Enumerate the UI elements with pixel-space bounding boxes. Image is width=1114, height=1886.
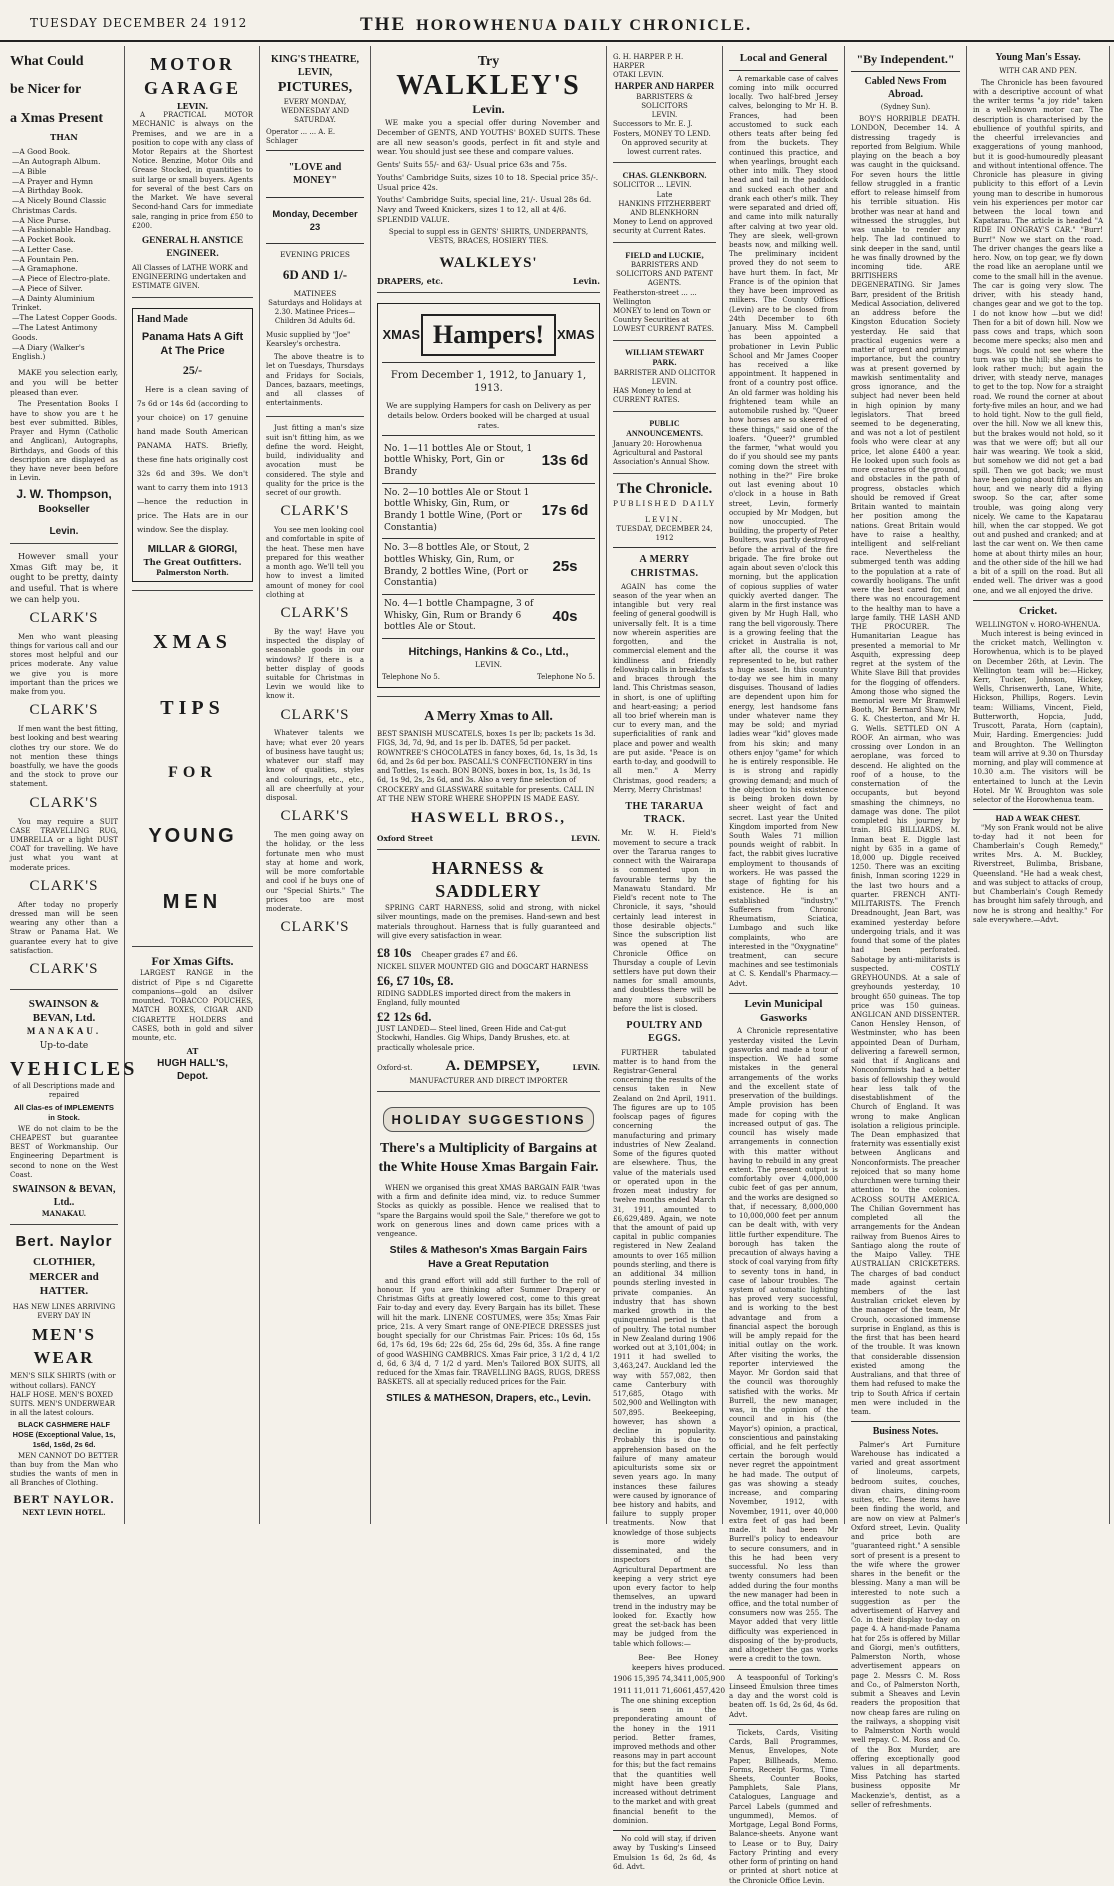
haswell-ad (377, 701, 600, 850)
thompson-ad (10, 50, 118, 544)
hamper-rows (382, 440, 595, 640)
hamper-row-price: 25s (552, 557, 578, 575)
naylor-mens: MEN'S WEAR (32, 1325, 96, 1367)
harper-h: G. H. HARPER P. H. HARPER (613, 53, 684, 71)
kings-matinees: MATINEES (293, 289, 337, 299)
panama-town: Palmerston North. (156, 567, 229, 577)
harper-ad (613, 50, 716, 163)
swainson-uptodate: Up-to-date (39, 1040, 89, 1051)
kings-show: "LOVE and MONEY" (288, 162, 342, 187)
dempsey-street: Oxford-st. (377, 1063, 413, 1072)
thompson-item: —A Good Book. (12, 147, 71, 157)
hampers-from: From December 1, 1912, to January 1, 1913. (390, 369, 587, 395)
panama-price: 25/- (182, 362, 203, 377)
swainson-desc: of all Descriptions made and repaired (13, 1082, 115, 1100)
merry-head: A MERRY CHRISTMAS. (630, 554, 699, 579)
clarks-name: CLARK'S (280, 503, 350, 520)
walkley-levin: Levin. (572, 276, 600, 287)
swainson-town: MANAKAU. (26, 1025, 102, 1036)
naylor-addr: NEXT LEVIN HOTEL. (22, 1507, 106, 1517)
garage-title: MOTOR GARAGE (143, 54, 241, 98)
tips-ad (132, 595, 253, 947)
kings-music: Music supplied by "Joe" Kearsley's orchestra. (266, 330, 351, 348)
glenkborn-ad (613, 167, 716, 243)
hampers-title: Hampers! (421, 314, 556, 356)
business-notes-text: Palmer's Art Furniture Warehouse has indicated a varied and great assortment of linoleums, carpets, bedroom suites, couches, divan chairs, dining-room suites, etc. These items have been finding the world, and are now on view at Palmer's Oxford street, Levin. Quality and price both are "guaranteed right." A sensible sort of present is a present to the wife where the grower shares in the benefit or the blessing. Many a man will be interested to note such a suggestion as per the advertisement of Harvey and Co. in their display to-day on page 4. A hand-made Panama hat for 25s is offered by Millar and Giorgi, men's outfitters, Palmerston North, whose advertisement appears on page 2. Messrs C. M. Ross and Co., of Palmerston North, submit a Sheaves and Levin readers the proposition that now cheap fares are ruling on the railways, a shopping visit to Palmerston North would well repay. C. M. Ross and Co. of the Box Murder, are offering exceptionally good values in all departments. Miss Patching has started business opposite Mr Mackenzie's, dentist, as a seller of refreshments. (851, 1440, 960, 1809)
thompson-item: —A Fountain Pen. (12, 254, 79, 264)
stiles-head: There's a Multiplicity of Bargains at the White House Xmas Bargain Fair. (378, 1141, 599, 1175)
poultry-text: FURTHER tabulated matter is to hand from the Registrar-General concerning the results of the census taken in New Zealand on 2nd April, 1911. The figures are up to 105 foolscap pages of figures concerning the manufacturing and primary industries of New Zealand. Some of the figures quoted are elsewhere. Thus, the value of the materials used or operated upon in the frozen meat industry for twelve months ended March 31, 1911, amounted to £6,629,489. Again, we note that the amount of paid up capital in public companies registered in New Zealand amounts to over 165 million pounds sterling, and there is an additional 34 million pounds sterling invested in private companies. An industry that has shown marked growth in the quinquennial period is that of poultry. The total number in New Zealand during 1906 worked out at 3,101,004; in 1911 it had swelled to 3,463,247. Auckland led the way with 557,082, then came Canterbury with 517,685, Otago with 502,900 and Wellington with 507,895. Beekeeping, however, has shown a decline in popularity. Probably this is due to apprehension based on the failure of many amateur apiculturists some six or seven years ago. In many instances these failures were caused by ignorance of bee history and habits, and failure to supply proper treatments. Now that knowledge of those subjects is more widely disseminated, and the inspectors of the Agricultural Department are keeping a very strict eye upon every factor to help themselves, an upward trend in the industry may be looked for. Exactly how great the set-back has been may be judged from the table which follows:— (613, 1048, 716, 1648)
gifts-depot: Depot. (176, 1070, 209, 1082)
weak-chest-head: HAD A WEAK CHEST. (995, 814, 1081, 824)
dempsey-riding: RIDING SADDLES imported direct from the makers in England, fully mounted (377, 989, 571, 1007)
independent-text: BOY'S HORRIBLE DEATH. LONDON, December 14. A distressing tragedy is reported from Belgium. While playing on the beach a boy was caught in the quicksand. For seven hours the little fellow struggled in a frantic effort to release himself from his terrible situation. His brother was near at hand and witnessed the struggles, but was unable to render any help. The lad continued to sink deeper in the sand, until he was finally drowned by the incoming tide. ARE BRITISHERS DEGENERATING. Sir James Barr, president of the British Medical Association, delivered an address before the Kingston Education Society yesterday. He said that practical eugenics were a matter of urgent and primary importance, but the country was at present governed by mawkish sentimentality and gross ignorance, and the subject had never been held in high opinion by many legislators. That breed seemed to be degenerating, and was not a lot of pestilent fools who were clear at any price, let alone £400 a year. He looked upon such fools as more creatures of the ground, and obstacles in the path of progress, obstacles which should be removed if Great Britain wanted to maintain her position among the nations. Great Britain would have to raise a healthy, intelligent and self-reliant race. Nevertheless the submerged tenth was adding to the population at a rate of cowardly hooligans. The unfit were the best cared for, and there was no encouragement to the healthy man to have a large family. THE LASH AND THE PROCURER. The Humanitarian League has presented a memorial to Mr Asquith, expressing deep regret at the system of the White Slave Bill that provides for the flogging of offenders. Among those who signed the memorial were Mr Bramwell Booth, Mr Bernard Shaw, Mr G. K. Chesterton, and Mr H. G. Wells. SETTLED ON A ROOF. An airman, who was crossing over London in an aeroplane, was forced to descend. He alighted on the roof of a house, to the consternation of the occupants, but beyond smashing the chimneys, no damage was done. The pilot completed his journey by train. BIG BILLIARDS. M. Inman beat E. Diggle last night by 635 in a game of 18,000 up. Diggle received 1250. There was an exciting finish, Inman scoring 1229 in the last two hours and a quarter. FRENCH ANTI-MILITARISTS. The French Dreadnought, Jean Bart, was examined yesterday before undergoing trials, and it was found that some of the plates had been perforated. Sabotage by anti-militarists is suspected. COSTLY GREYHOUNDS. At a sale of greyhounds yesterday, 10 brought 650 guineas. The top price was 150 guineas. ANGLICAN AND DISSENTER. Canon Hensley Henson, of Westminster, who has been appointed Dean of Durham, delivering a farewell sermon, said that if Anglicans and Nonconformists had a better basis of fellowship they would hear less talk of the disestablishment of the Church of England. It was wrong to make Anglican isolation a religious principle. The Dean emphasized that fraternity was essentially exist between Anglicans and Nonconformists. The preacher rejoiced that so many home churchmen were turning their attention to the colonies. ACROSS SOUTH AMERICA. The Chilian Government has completed all the arrangements for the Andean railway from Buenos Aires to Santiago along the route of the Maipo Valley. THE AUSTRALIAN CRICKETERS. The charges of bad conduct made against certain members of the last Australian cricket eleven by the manager of the team, Mr Crouch, occasioned immense surprise in England, as this is the first that has been heard of the trouble. It was known that considerable dissension existed among the Australians, and that three of them had refused to make the trip to South Africa if certain men were included in the team. (851, 115, 960, 1417)
hamper-row-text: No. 1—11 bottles Ale or Stout, 1 bottle Whisky, Port, Gin or Brandy (384, 443, 533, 477)
holiday-suggestions-banner: HOLIDAY SUGGESTIONS (383, 1107, 594, 1132)
thompson-make: MAKE you selection early, and you will be better pleased than ever. (10, 368, 118, 397)
stiles-sub: Stiles & Matheson's Xmas Bargain Fairs Have a Great Reputation (389, 1245, 588, 1271)
stiles-ad (377, 1096, 600, 1410)
panama-outfit: The Great Outfitters. (143, 556, 242, 567)
kings-note: The above theatre is to let on Tuesdays, Thursdays and Fridays for Socials, Dances, bazaars, meetings, and all classes of entertainments. (266, 353, 364, 408)
gifts-ad (132, 951, 253, 1089)
poultry-head: POULTRY AND EGGS. (626, 1020, 703, 1045)
poultry-table-row (613, 1673, 725, 1685)
hamper-row (382, 440, 595, 484)
dempsey-price-1: £8 10s (377, 945, 412, 961)
walkley-ad (377, 50, 600, 293)
field-luckie-ad (613, 247, 716, 341)
field-trade: BARRISTERS AND SOLICITORS AND PATENT AGENTS. (615, 260, 714, 288)
tararua-text: Mr. W. H. Field's movement to secure a track over the Tararua ranges to connect with the Wairarapa is commented upon in favourable terms by the Manawatu Standard. Mr Field's recent note to The Chronicle, it says, "should certainly lead interest in those desirable objects." Since the subscription list was opened at The Chronicle Office on Thursday a couple of Levin settlers have put down their names for small amounts, and doubtless there will be many more subscribers before the list is closed. (613, 829, 716, 1013)
torking-advt: A teaspoonful of Torking's Linseed Emulsion three times a day and the worst cold is beaten off. 1s 6d, 2s 6d, 4s 6d. Advt. (729, 1673, 838, 1719)
thompson-trade: Bookseller (38, 504, 90, 516)
masthead-title (360, 14, 752, 36)
chron-title: The Chronicle. (616, 480, 713, 497)
harper-loc: OTAKI LEVIN. (613, 71, 664, 80)
tararua-head: THE TARARUA TRACK. (625, 801, 704, 826)
harper-name: HARPER AND HARPER (614, 80, 715, 91)
tips-xmas: XMAS (153, 630, 232, 653)
hampers-xmas-right: XMAS (556, 327, 595, 343)
field-name: FIELD and LUCKIE, (625, 250, 704, 260)
stiles-text: WHEN we organised this great XMAS BARGAIN FAIR 'twas with a firm and definite idea mind, viz. to reduce Summer Stocks as quickly as possible. Hence we realised that to "spare the Bargains would spoil the Sale," therefore we got to work on generous lines and down came prices with a vengeance. (377, 1183, 600, 1239)
poultry-table-cell: 1,457,420 (687, 1686, 726, 1696)
poultry-table-row (613, 1685, 725, 1697)
clarks-text-c: By the way! Have you inspected the display of seasonable goods in our windows? If there is a better display of goods suitable for Christmas in Levin we would like to know it. (266, 627, 364, 701)
thompson-town: Levin. (49, 525, 79, 537)
clarks-text-4: After today no properly dressed man will be seen wearing any other than a Straw or Panama Hat. We guarantee every hat to give satisfaction. (10, 900, 118, 955)
naylor-name: Bert. Naylor (15, 1232, 113, 1250)
poultry-table-cell: 1911 (613, 1686, 632, 1696)
poultry-table-cell: 74,341 (661, 1674, 688, 1684)
panama-text: Here is a clean saving of 7s 6d or 14s 6d (according to your choice) on 17 genuine hand made South American PANAMA HATS. Briefly, these fine hats originally cost 32s 6d and 39s. We don't want to carry them into 1913—hence the reduction in price. The Hats are in our window. See the display. (137, 384, 248, 535)
clarks-name: CLARK'S (29, 702, 99, 719)
hampers-town: LEVIN. (475, 659, 502, 669)
garage-text: A PRACTICAL MOTOR MECHANIC is always on the Premises, and we are in a position to cope with any class of Motor Repairs at the Shortest Notice. Benzine, Motor Oils and Grease Stocked, in quantities to suit large or small buyers. Agents for several of the best Cars on the Market. We have several Second-hand Cars for immediate sale, ranging in price from £50 to £200. (132, 111, 253, 230)
dempsey-nickel: NICKEL SILVER MOUNTED GIG and DOGCART HARNESS (377, 963, 589, 972)
local-general-text: A remarkable case of calves coming into milk occurred locally. Two half-bred Jersey calves, belonging to Mr H. B. Frances, had been accustomed to suck each others teats after being fed from the buckets. They continued this practice, and when yearlings, brought each other into milk. They stood head and tail in the paddock and sucked each other and drank each other's milk. They were separated and dried off, and came into milk naturally after calving at two year old. They are sleek, well-grown beasts now, and milking well. The preliminary incident proved they do not seem to have hurt them. In fact, Mr France is of the opinion that they have been improved as milkers. The County Offices (Levin) are to be closed from 24th December to 6th January. Miss M. Campbell has been appointed a probationer in Levin Public School and Mr James Cooper has received a like appointment. It happened in front of a country post office. An old farmer was holding his frightened team while an automobile rushed by. "Queer how horses are so skeered of these things," said one of the loafers. "Queer?" grumbled the farmer, "what would you do if you should see my pants coming down the street with nothing in the?" Fire broke out last evening about 10 o'clock in a house in Bath street, Levin, formerly occupied by Mr Modgen, but now unoccupied. The building, the property of Peter Boulters, was partly destroyed before the arrival of the fire brigade. The fire broke out again about seven o'clock this morning, but the application of copious supplies of water quickly averted danger. The alarm in the first instance was given by Mr Hugh Hall, who rang the bell vigorously. There is a growing feeling that the cricket in Australia is not, after all, the course it was represented to be, but rather a huge asset. In this country to-day we see him in many disguises. Thousand of ladies are dependent upon him for energy, lest handsome fans under whatever name they may be sold; and myriad ladies wear "kid" gloves made from his skin; and many others enjoy "game" for which he is entirely responsible. He is is strong and rapidly growing demand; and much of the objection to his existence is being broken down by sheer weight of fact and secret. Last year the United Kingdom imported from New South Wales 71 million pounds weight of rabbit. In fact, the rabbit gives lucrative employment to thousands of workers. He was passed the stage of fighting for his existence. He is an established "industry." Sufferers from Chronic Rheumatism, Sciatica, Lumbago and such like complaints, who are interested in the "Oxygnatine" treatment, can secure machines and see testimonials at C. S. Kendall's Pharmacy.—Advt. (729, 74, 838, 988)
naylor-items: MEN'S SILK SHIRTS (with or without collars). FANCY HALF HOSE. MEN'S BOXED SUITS. MEN'S UNDERWEAR in all the latest colours. (10, 1372, 116, 1418)
garage-town: LEVIN. (176, 100, 209, 111)
poultry-table (613, 1652, 725, 1697)
thompson-item: —A Nice Purse. (12, 215, 71, 225)
clarks-name: CLARK'S (29, 961, 99, 978)
clarks-intro: However small your Xmas Gift may be, it ought to be pretty, dainty and useful. That is where we can help you. (10, 550, 118, 604)
masthead-date: TUESDAY DECEMBER 24 1912 (30, 16, 248, 30)
naylor-better: MEN CANNOT DO BETTER than buy from the Man who studies the wants of men in all Branches of Clothing. (10, 1451, 118, 1488)
hampers-firm: Hitchings, Hankins & Co., Ltd., (408, 646, 569, 659)
chron-date: TUESDAY, DECEMBER 24, 1912 (616, 524, 713, 543)
thompson-item: —The Latest Copper Goods. (12, 313, 118, 323)
clarks-name: CLARK'S (280, 919, 350, 936)
dempsey-title: HARNESS & SADDLERY (431, 857, 546, 902)
pub-head: PUBLIC ANNOUNCEMENTS. (626, 418, 703, 439)
dempsey-name: A. DEMPSEY, (445, 1057, 540, 1074)
chron-pub: PUBLISHED DAILY (613, 499, 717, 509)
harper-terms: On approved security at lowest current rates. (621, 138, 708, 156)
dempsey-ad (377, 854, 600, 1092)
walkley-youths: Youths' Cambridge Suits, sizes 10 to 18. Special price 35/-. Usual price 42s. (377, 172, 599, 192)
cold-advt: No cold will stay, if driven away by Tusking's Linseed Emulsion 1s 6d, 2s 6d, 4s 6d. Advt. (613, 1835, 716, 1871)
poultry-table-cell: 1,005,900 (687, 1674, 726, 1684)
thompson-item: —A Pocket Book. (12, 235, 76, 245)
hamper-row-text: No. 2—10 bottles Ale or Stout 1 bottle Whisky, Gin, Rum, or Brandy 1 bottle Wine, (Port or Constantia) (384, 487, 530, 533)
independent-head: "By Independent." (856, 52, 955, 66)
naylor-ad (10, 1229, 118, 1522)
hampers-supply: We are supplying Hampers for cash on Delivery as per details below. Orders booked will be charged at usual rates. (386, 401, 591, 430)
column-4 (371, 46, 607, 1524)
clarks-text-d: Whatever talents we have; what ever 20 years of business have taught us; whatever our staff may know of qualities, styles and colourings, etc., etc., all are cheerfully at your disposal. (266, 729, 364, 803)
poultry-table-header: Bee-keepers (631, 1652, 662, 1672)
business-notes-head: Business Notes. (872, 1426, 939, 1438)
chronicle-editorial (613, 480, 726, 1873)
glenk-late: Late (656, 190, 673, 199)
clarks-text-3: You may require a SUIT CASE TRAVELLING RUG, UMBRELLA or a light DUST COAT for travelling. We have just what you want at moderate prices. (10, 817, 118, 872)
walkley-town: Levin. (472, 102, 505, 117)
tips-tips: TIPS (160, 697, 225, 720)
glenk-trade: SOLICITOR ... LEVIN. (613, 181, 692, 190)
garage-owner: GENERAL H. ANSTICE ENGINEER. (141, 236, 244, 259)
swainson-implements: All Clas-es of IMPLEMENTS in Stock. (14, 1102, 114, 1122)
thompson-item: —A Letter Case. (12, 244, 74, 254)
clarks-text-1: Men who want pleasing things for various call and our stores most helpful and our prices moderate. Any value we give you is more important than the prices we make from you. (10, 632, 118, 697)
haswell-street: Oxford Street (377, 833, 434, 843)
haswell-head: A Merry Xmas to All. (424, 708, 553, 724)
dempsey-landed: JUST LANDED— Steel lined, Green Hide and Cat-gut Stockwhi, Handles. Gig Whips, Dandy Brushes, etc. at practically wholesale price. (377, 1025, 570, 1052)
clarks-ad-left (10, 548, 118, 990)
weak-chest-text: "My son Frank would not be alive to-day had it not been for Chamberlain's Cough Remedy," writes Mrs. A. M. Buckley, Riverstreet, Bulimba, Brisbane, Queensland. "He had a weak chest, and was subject to attacks of croup, but Chamberlain's Cough Remedy has brought him safely through, and now he is strong and healthy." For sale everywhere.—Advt. (973, 823, 1103, 924)
poultry-table-header: Bee hives (664, 1652, 685, 1672)
walkley-gents: Gents' Suits 55/- and 63/- Usual price 63s and 75s. (377, 160, 567, 170)
glenk-money: Money to Lend on approved security at Current Rates. (613, 218, 713, 236)
gasworks-text: A Chronicle representative yesterday visited the Levin gasworks and made a tour of inspection. We had some mistakes in the general arrangements of the works and the excellent state of preservation of the buildings. Ample provision has been made for coping with the increased output of gas. The council has wisely made arrangements in connection with this matter without having to rebuild in any great extent. The present output is comfortably over 4,000,000 cubic feet of gas per annum, and the works are designed so that, if necessary, 8,000,000 to 10,000,000 feet per annum can be dealt with, with very little further expenditure. The borough has taken the precaution of always having a stock of coal varying from fifty to seventy tons in hand, in case of labour troubles. The system of automatic lighting has proved very successful, and is working to the best advantage and from a financial aspect the borough will be amply repaid for the initial outlay on the work. After visiting the works, the reporter interviewed the Mayor. Mr Gordon said that the council was thoroughly satisfied with the works. Mr Burrell, the new manager, was, in the opinion of the council and in his (the Mayor's) opinion, a practical, conscientious and painstaking official, and he felt perfectly certain the borough would never regret the appointment he had made. The output of gas was showing a steady increase, and comparing November, 1912, with November, 1911, over 40,000 extra feet of gas had been made. It had been Mr Burrell's policy to endeavour to secure consumers, and in this he had been very successful. No less than twenty consumers had been added during the four months the new manager had been in office, and the total number of consumers now was 255. The Mayor added that very little difficulty was experienced in disposing of the by-products, and altogether the gas works were a credit to the town. (729, 1027, 838, 1664)
clarks-name: CLARK'S (29, 794, 99, 811)
dempsey-town: LEVIN. (572, 1062, 600, 1072)
clarks-name: CLARK'S (29, 877, 99, 894)
walkley-drapers: DRAPERS, etc. (377, 276, 444, 287)
glenk-firm: HANKINS FITZHERBERT AND BLENKHORN (618, 199, 711, 218)
field-money: MONEY to lend on Town or Country Securities at LOWEST CURRENT RATES. (613, 306, 714, 334)
cricket-sub: WELLINGTON v. HORO-WHENUA. (975, 620, 1101, 629)
field-street: Featherston-street ... ... Wellington (613, 288, 697, 306)
poultry-table-cell: 15,395 (633, 1674, 660, 1684)
clarks-name: CLARK'S (29, 609, 99, 626)
hamper-row-price: 40s (552, 607, 578, 625)
thompson-item: —A Diary (Walker's English.) (12, 342, 85, 362)
kings-operator: Operator ... ... A. E. Schlager (266, 127, 336, 145)
tips-men: MEN (162, 891, 223, 914)
swainson-name: SWAINSON & BEVAN, Ltd. (28, 997, 100, 1025)
kings-evening: EVENING PRICES (280, 250, 350, 260)
hampers-xmas-left: XMAS (382, 327, 420, 343)
clarks-text-e: The men going away on the holiday, or the less fortunate men who must stay at home and work, will be more comfortable and cool if he buys one of our "Special Shirts." The prices too are most moderate. (266, 831, 364, 914)
hamper-row-text: No. 3—8 bottles Ale, or Stout, 2 bottles Whisky, Gin, Rum, or Brandy, 2 bottles Wine, (Port or Constantia) (384, 543, 530, 589)
column-5 (607, 46, 726, 1871)
dempsey-text: SPRING CART HARNESS, solid and strong, with nickel silver mountings, made on the premises. Hand-sewn and best materials throughout. Harness that is fully guaranteed and will give every satisfaction in wear. (377, 904, 600, 940)
hampers-tel-1: Telephone No 5. (382, 673, 440, 682)
dempsey-cheaper: Cheaper grades £7 and £6. (421, 951, 518, 960)
thompson-item: —A Bible (12, 166, 47, 176)
essay-sub: WITH CAR AND PEN. (999, 66, 1077, 75)
essay-head: Young Man's Essay. (995, 52, 1081, 63)
thompson-headline-2: be Nicer for (10, 82, 82, 98)
swainson-vehicles: VEHICLES (10, 1057, 138, 1080)
walkley-name: WALKLEY'S (396, 70, 581, 102)
hamper-row-price: 13s 6d (541, 452, 589, 470)
thompson-item: —A Nicely Bound Classic Christmas Cards. (12, 196, 107, 215)
poultry-text-2: The one shining exception is seen in the preponderating amount of the honey in the 1911 period. Better frames, improved methods and other reasons may in part account for this; but the fact remains that the quantities well might have been greatly increased without detriment to the market and with great financial benefit to the dominion. (613, 1696, 716, 1825)
clarks-text-a: Just fitting a man's size suit isn't fitting him, as we define the word. Height, build, individuality and avocation must be considered. The style and quality for the price is the secret of our growth. (266, 424, 364, 498)
tips-young: YOUNG (148, 824, 237, 847)
poultry-table-header: Honey produced. (687, 1652, 726, 1672)
park-money: HAS Money to lend at CURRENT RATES. (613, 387, 692, 405)
independent-sydney: (Sydney Sun). (880, 103, 931, 111)
hamper-row-text: No. 4—1 bottle Champagne, 3 of Whisky, Gin, Rum or Brandy 6 bottles Ale or Stout. (384, 599, 534, 633)
panama-box (132, 308, 253, 582)
poultry-table-cell: 71,606 (661, 1686, 688, 1696)
kings-theatre-ad (266, 50, 364, 417)
thompson-item: —A Birthday Book. (12, 186, 83, 196)
harper-town: LEVIN. (651, 111, 678, 120)
thompson-item: —A Fashionable Handbag. (12, 225, 112, 235)
naylor-sig: BERT NAYLOR. (13, 1491, 115, 1506)
poultry-table-cell: 11,011 (633, 1686, 660, 1696)
clarks-text-2: If men want the best fitting, best looking and best wearing clothes try our store. We do not mention these things boastfully, we have the goods and the stock to prove our statement. (10, 725, 118, 789)
clarks-text-b: You see men looking cool and comfortable in spite of the heat. These men have prepared for this weather a month ago. We'll tell you how to invest a limited amount of money for cool clothing at (266, 526, 364, 599)
dempsey-price-2: £6, £7 10s, £8. (377, 973, 454, 989)
hamper-row (382, 484, 595, 540)
thompson-item: —A Prayer and Hymn (12, 176, 94, 186)
thompson-item: —A Gramaphone. (12, 264, 78, 274)
harper-succ: Successors to Mr. E. J. Fosters, MONEY TO LEND. (613, 120, 711, 138)
cricket-text: Much interest is being evinced in the cricket match, Wellington v. Horowhenua, which is to be played on December 26th, at Levin. The Wellington team will be:—Hickey, Kerr, Tucker, Johnson, Hickey, Wells, Chrisenwerth, Lane, White, Hickson, Phillips, Rogers. Levin team: Williams, Vincent, Field, Butterworth, Hopcia, Judd, Truscott, Parata, Horn (captain), Muir, Harding. Emergencies: Judd and Broughton. The Wellington team will arrive at 9.30 on Thursday morning, and play will commence at 10.30 a.m. The visitors will be entertained to lunch at the Levin Hotel. Mr W. Broughton was sole selector of the Horowhenua team. (973, 629, 1103, 805)
hampers-ad (377, 297, 600, 697)
poultry-table-header (613, 1652, 632, 1674)
cricket-head: Cricket. (1018, 604, 1058, 617)
haswell-name: HASWELL BROS., (410, 810, 567, 827)
park-ad (613, 345, 716, 412)
clarks-ad-right (266, 421, 364, 947)
essay-text: The Chronicle has been favoured with a descriptive account of what the writer terms "a joy ride" taken in a well-known motor car. The description is characterised by the ebullience of youthful spirits, and the cheerful irrelevancies and exaggerations of young manhood, but it is good-humouredly pleasant and without intentional offence. The Chronicle has pleasure in giving publicity to this effort of a Levin young man to describe in humorous vein his experiences per motor car between the local town and Kapatarau. The article is headed "A RIDE IN ONGRAY'S CAR." "Burr! Burr!" Now we start on the road. The driver changes the gears like a hero. Now, on top gear, we fly down the road like an aeroplane until we come to the small hill in the avenue. The car is going very slow. The driver, with his steady hand, changes gear and we got to the top. I do not know how —but we did! Then for a bit of down hill. Now we pass cows and traps, which soon become mere specks; also men and bogs. We could not see where the turn was up the hill; she begins to look rather much; but again the driver, with steady nerve, manages to get to the top. Now for a straight road. We round the corner at about forty-five miles an hour, and we had to hold tight. Now to the gull field, over the hill. Now we all knew this, but the brakes would not hold, so it was that we were off; but all our hair was wearing. We took a skid, but somehow we did not get a bad spill. Then we got back; we must have been going about fifty miles an hour, and we nearly did a flying swoop. So the car, after some trouble, was going along very nicely. We came to the Kapatarau hill, when the car stopped. We got out and pushed and cranked; and at last the car went on. We then came home at about thirty miles an hour, and the other side of the hill we had a bit of a spill on the road. But all ended well. The driver was a good one, and we all enjoyed the drive. (973, 78, 1103, 595)
haswell-text: BEST SPANISH MUSCATELS, boxes 1s per lb; packets 1s 3d. FIGS, 3d, 7d, 9d, and 1s per lb. DATES, 5d per packet. ROWNTREE'S CHOCOLATES in fancy boxes, 6d, 1s, 1s 3d, 1s 6d, and 2s 6d per box. PASCALL'S CONFECTIONERY in tins and Tottles, 1s each. BON BONS, boxes in box, 1s, 1s 3d, 1s 6d, 1s 9d, 2s, 2s 6d, and 3s. Also a very fine selection of CROCKERY and GLASSWARE suitable for presents. CALL IN AT THE NEW STORE WHERE SHOPPIN IS MADE EASY. (377, 730, 598, 803)
hampers-tel-2: Telephone No 5. (537, 673, 595, 682)
thompson-item: —A Dainty Aluminium Trinket. (12, 293, 95, 313)
stiles-text-2: and this grand effort will add still further to the roll of honour. If you are thinking after Summer Drapery or Christmas Gifts at greatly lowered cost, come to this great Fair to-day and every day. Every Bargain has its billet. These will hit the mark. LINENE COSTUMES, were 35s; Xmas Fair price, 21s. A very Smart range of ONE-PIECE DRESSES just bought specially for our Christmas Fair. Prices: 10s 6d, 15s 6d, 17s 6d, 19s 6d; 22s 6d, 25s 6d, 29s 6d, 35s. A fine range of good WASHING CAMBRICS. Xmas Fair price, 3 1/2 d, 4 1/2 d, 6d, 6 3/4 d, 7 1/2 d yard. Men's Tailored BOX SUITS, all reduced for the Xmas fair. TRAVELLING BAGS, RUGS, DRESS BASKETS. all at specially reduced prices for the Fair. (377, 1276, 600, 1387)
kings-days: EVERY MONDAY, WEDNESDAY AND SATURDAY. (281, 97, 349, 125)
haswell-town: LEVIN. (571, 833, 600, 843)
thompson-headline-3: a Xmas Present (10, 110, 104, 126)
gifts-text: LARGEST RANGE in the district of Pipe s nd Cigarette companions—gold an dsilver mounted. TOBACCO POUCHES, MATCH BOXES, CIGAR AND CIGARETTE HOLDERS and CASES, both in gold and silver mounte, etc. (132, 969, 253, 1042)
thompson-than: THAN (50, 132, 78, 143)
walkley-try: Try (477, 54, 500, 69)
thompson-presentation: The Presentation Books I have to show you are t he best ever submitted. Bibles, Prayer and Hymn (Catholic and Anglican), Autographs, Birthdays, and Goods of this description are displayed as they have never been before in Levin. (10, 400, 118, 483)
hamper-row (382, 539, 595, 595)
column-3 (260, 46, 371, 1524)
masthead (0, 0, 1114, 42)
masthead-title-text: HOROWHENUA DAILY CHRONICLE. (416, 17, 753, 34)
garage-lathe: All Classes of LATHE WORK and ENGINEERING undertaken and ESTIMATE GIVEN. (132, 263, 248, 291)
kings-pictures: PICTURES, (277, 80, 353, 96)
thompson-name: J. W. Thompson, (16, 487, 112, 502)
tickets-advt: Tickets, Cards, Visiting Cards, Ball Programmes, Menus, Envelopes, Note Paper, Billheads, Memo. Forms, Receipt Forms, Time Sheets, Counter Books, Pamphlets, Sale Plans, Catalogues, Language and Parcel Labels (gummed and ungummed), Memos. of Mortgage, Legal Bond Forms, Balance-sheets. Anyone want to Lease or to Buy, Dairy Factory Printing and every other form of printing on hand or printed at short notice at the Chronicle Office Levin. (729, 1728, 838, 1885)
pub-text: January 20: Horowhenua Agricultural and Pastoral Association's Annual Show. (613, 439, 710, 467)
thompson-item: —A Piece of Silver. (12, 283, 83, 293)
public-announcements (613, 416, 716, 474)
column-6 (723, 46, 845, 1885)
park-trade: BARRISTER AND OLICITOR LEVIN. (613, 368, 716, 387)
clarks-name: CLARK'S (280, 808, 350, 825)
walkley-special: Special to suppl ess in GENTS' SHIRTS, UNDERPANTS, VESTS, BRACES, HOSIERY TIES. (388, 227, 589, 245)
thompson-headline-1: What Could (10, 54, 84, 69)
stiles-sig: STILES & MATHESON, Drapers, etc., Levin. (386, 1392, 591, 1404)
merry-text: AGAIN has come the season of the year when an intangible but very real feeling of general goodwill is universally felt. It is a time now wherein asperities are forgotten, and the commercial element and the kindliness and friendly fellowship calls in breakfasts and braces through the land. This Christmas season, in short, is one of uplifting and heart-easing; a period all too brief wherein man is cur to every man, and the superficialities of rank and place and power and wealth are put aside. "Peace is on earth to-day, and goodwill to all men." A Merry Christmas, good readers; a Merry, Merry Christmas! (613, 582, 717, 794)
gasworks-head: Levin Municipal Gasworks (744, 997, 823, 1024)
panama-head: Hand Made (137, 313, 188, 325)
swainson-sig: SWAINSON & BEVAN, Ltd.. (12, 1183, 116, 1209)
park-name: WILLIAM STEWART PARK. (624, 347, 705, 368)
kings-date: Monday, December 23 (272, 208, 358, 232)
swainson-ad (10, 994, 138, 1225)
panama-title: Panama Hats A Gift At The Price (141, 330, 244, 358)
column-2 (126, 46, 260, 1524)
kings-title: KING'S THEATRE, LEVIN, (271, 54, 359, 79)
walkley-text: WE make you a special offer during November and December of GENTS, AND YOUTHS' BOXED SUITS. These are all new season's goods, perfect in fit and style and wear. You should just see these and compare values. (377, 118, 600, 157)
harper-trade: BARRISTERS & SOLICITORS (636, 92, 693, 110)
panama-ad (132, 302, 253, 591)
kings-price: 6D AND 1/- (282, 266, 348, 282)
swainson-claim: WE do not claim to be the CHEAPEST but guarantee BEST of Workmanship. Our Engineering Department is second to none on the West Coast. (10, 1124, 118, 1179)
gifts-firm: HUGH HALL'S, (157, 1057, 228, 1069)
column-1 (4, 46, 138, 1524)
column-7 (845, 46, 967, 1809)
local-general-head: Local and General (739, 52, 828, 64)
garage-ad (132, 50, 253, 298)
dempsey-price-3: £2 12s 6d. (377, 1009, 432, 1025)
swainson-sig-town: MANAKAU. (41, 1209, 87, 1219)
naylor-trade: CLOTHIER, MERCER and HATTER. (29, 1256, 99, 1298)
gifts-title: For Xmas Gifts. (151, 953, 234, 968)
tips-for: FOR (168, 763, 217, 781)
kings-mat-days: Saturdays and Holidays at 2.30. Matinee Prices—Children 3d Adults 6d. (268, 298, 362, 326)
hampers-box (377, 303, 600, 688)
naylor-hose: BLACK CASHMERE HALF HOSE (Exceptional Value, 1s, 1s6d, 1s6d, 2s 6d. (12, 1420, 116, 1449)
thompson-item: —An Autograph Album. (12, 157, 101, 166)
panama-firm: MILLAR & GIORGI, (147, 544, 238, 556)
glenk-name: CHAS. GLENKBORN. (622, 171, 707, 181)
clarks-name: CLARK'S (280, 605, 350, 622)
column-8 (967, 46, 1110, 1524)
hamper-row (382, 595, 595, 639)
chron-town: LEVIN. (645, 515, 684, 525)
masthead-the: THE (360, 14, 407, 35)
naylor-new: HAS NEW LINES ARRIVING EVERY DAY IN (12, 1302, 116, 1321)
walkley-sig: WALKLEYS' (439, 255, 538, 272)
hamper-row-price: 17s 6d (541, 502, 589, 520)
thompson-item: —A Piece of Electro-plate. (12, 274, 111, 284)
poultry-table-cell: 1906 (613, 1674, 632, 1684)
walkley-youths2: Youths' Cambridge Suits, special line, 21/-. Usual 28s 6d. Navy and Tweed Knickers, sizes 1 to 12, all at 4/6. SPLENDID VALUE. (377, 195, 592, 224)
gifts-at: AT (186, 1046, 199, 1057)
dempsey-mfr: MANUFACTURER AND DIRECT IMPORTER (409, 1076, 568, 1085)
independent-cable: Cabled News From Abroad. (864, 76, 947, 100)
clarks-name: CLARK'S (280, 706, 350, 723)
thompson-item: —The Latest Antimony Goods. (12, 323, 98, 342)
thompson-items (10, 147, 118, 362)
